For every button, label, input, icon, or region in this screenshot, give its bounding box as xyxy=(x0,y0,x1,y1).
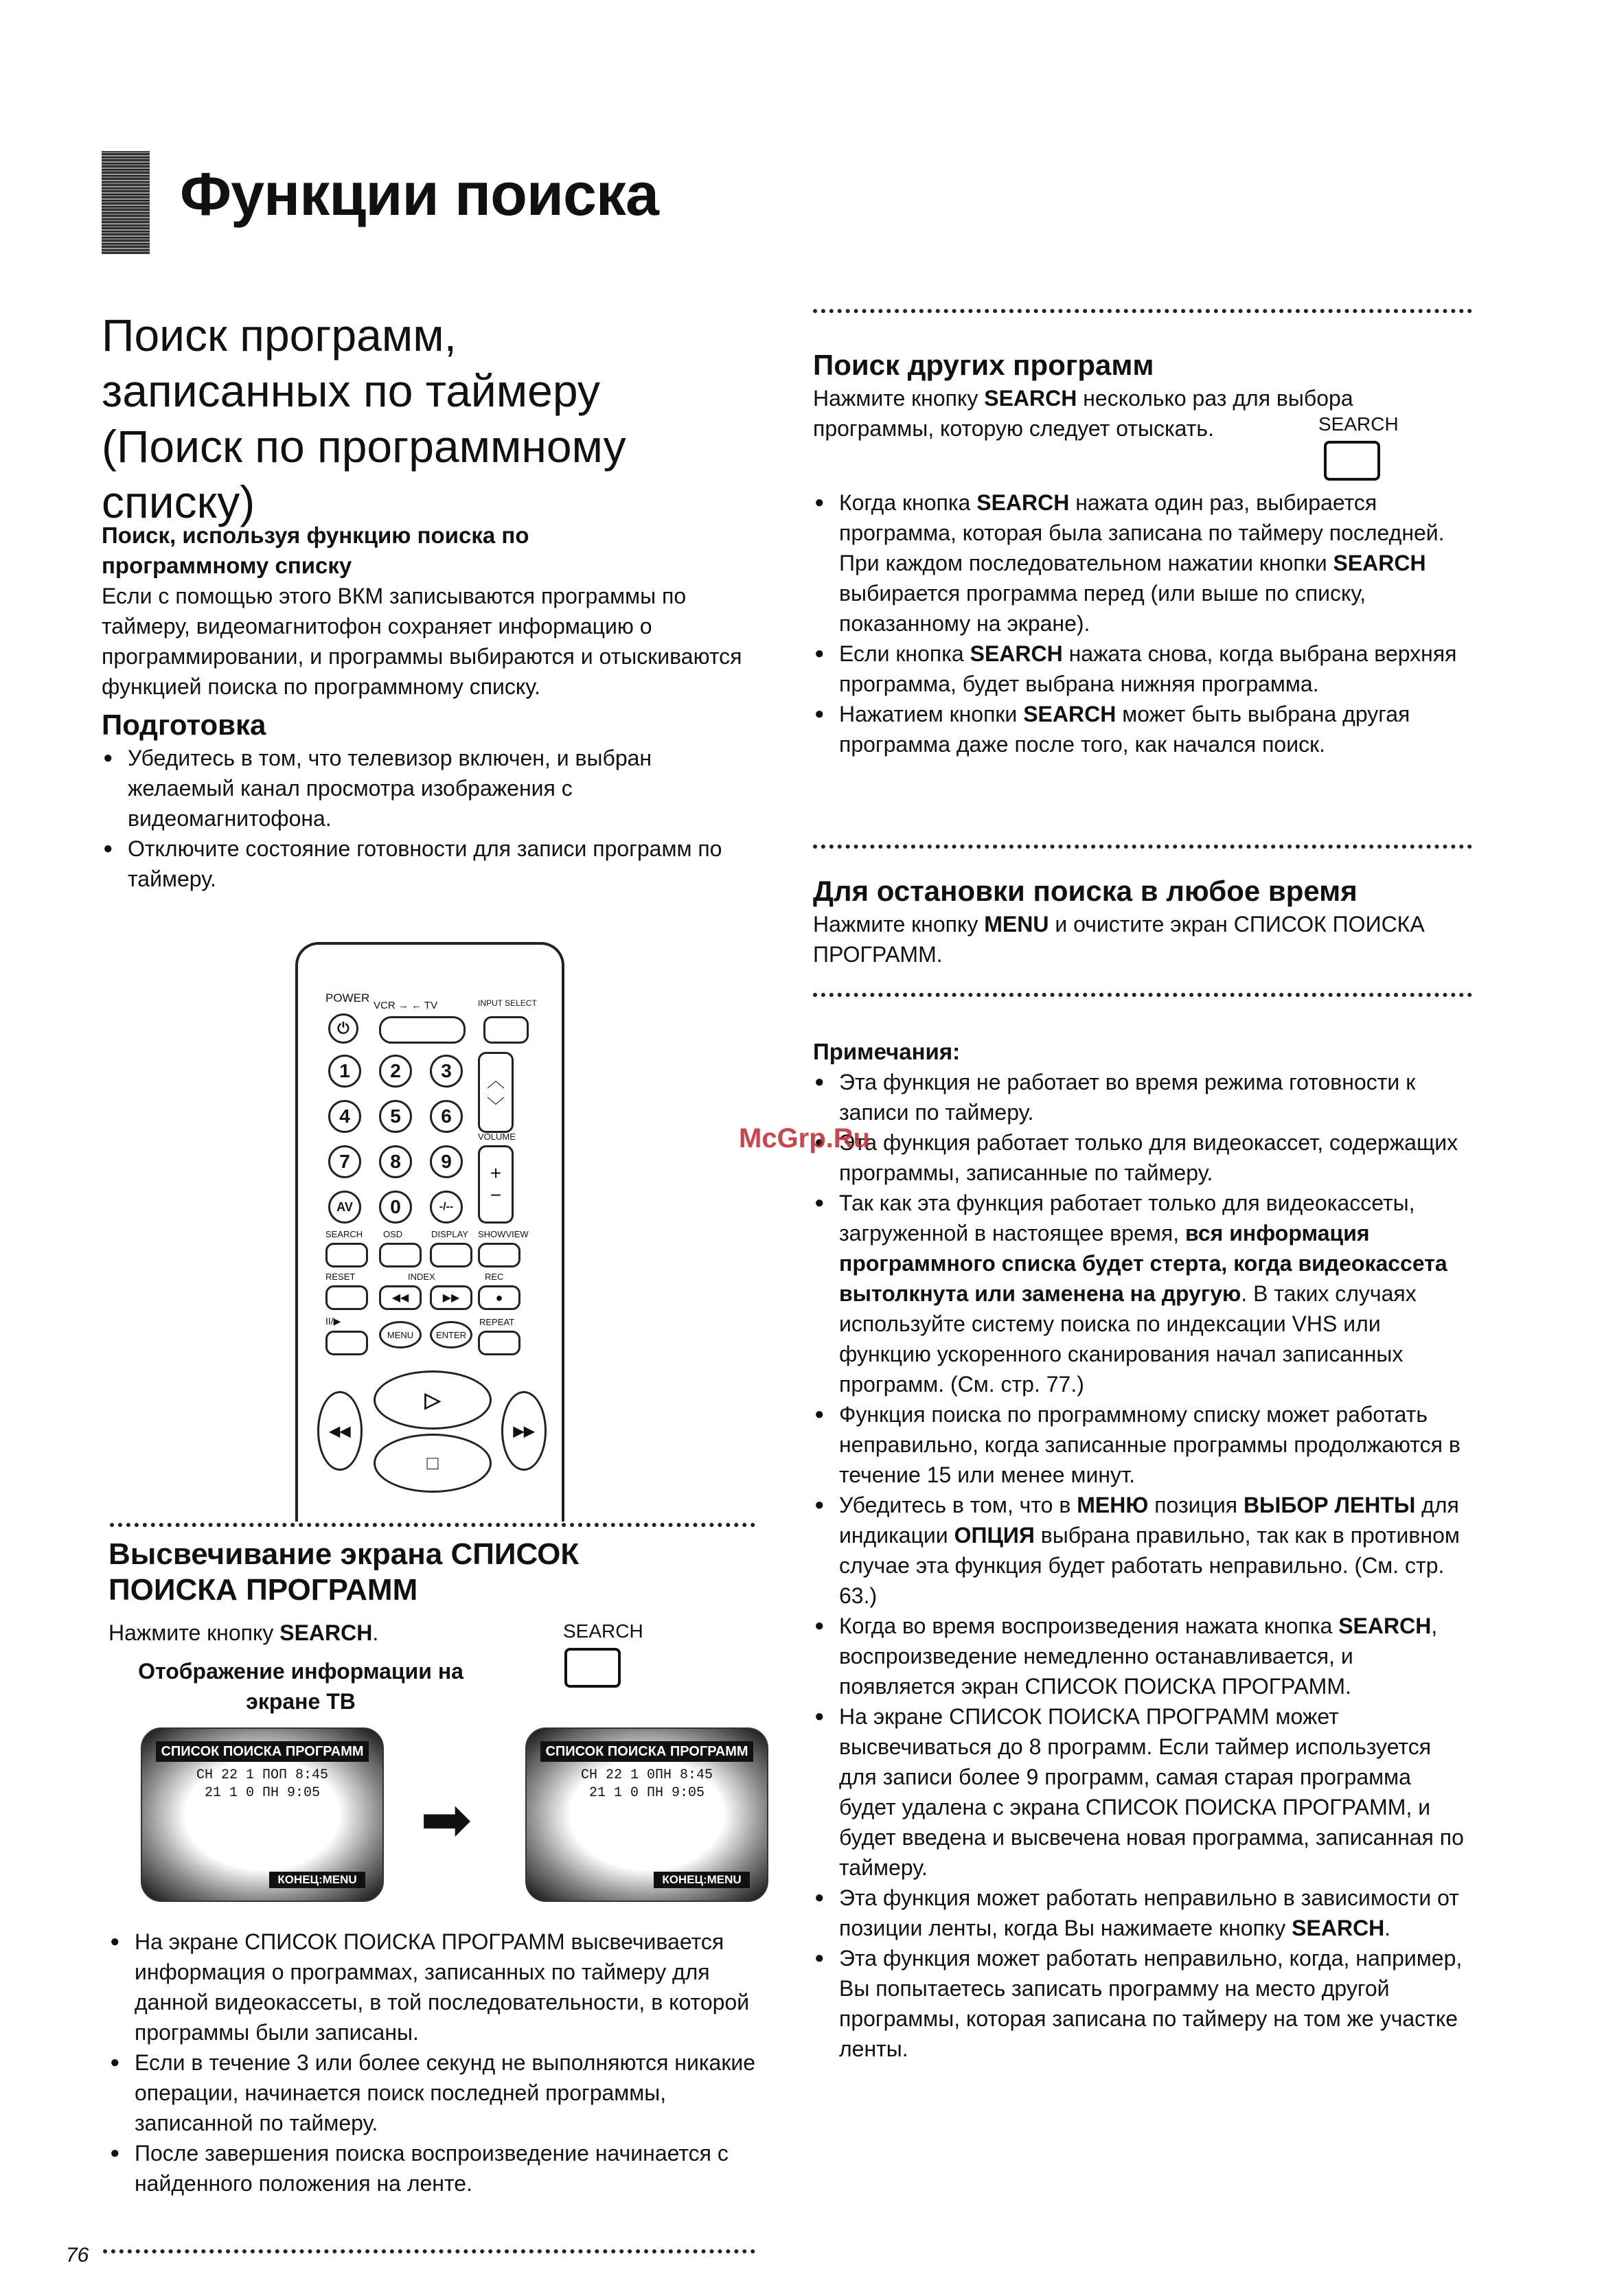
rewind-icon: ◀◀ xyxy=(317,1391,363,1471)
bold-part: МЕНЮ xyxy=(1077,1493,1149,1517)
tv-screen-line: CH 22 1 0ПН 8:45 xyxy=(580,1767,713,1783)
list-item xyxy=(813,1883,1472,1943)
display-heading: Высвечивание экрана СПИСОК ПОИСКА ПРОГРАММ xyxy=(108,1537,580,1607)
tv-screen-end-bar: КОНЕЦ:MENU xyxy=(654,1872,750,1888)
tv-screen-after xyxy=(525,1727,768,1902)
display-list xyxy=(108,1927,761,2199)
tv-screen-line: 21 1 0 ПН 9:05 xyxy=(204,1785,321,1801)
arrow-right-icon: ➡ xyxy=(420,1786,472,1855)
key-name: SEARCH xyxy=(970,641,1063,666)
left-intro-block xyxy=(102,520,761,894)
text-part: Эта функция может работать неправильно в зависимости от позиции ленты, когда Вы нажимаете кнопку xyxy=(839,1885,1459,1940)
press-key: SEARCH xyxy=(279,1620,373,1645)
bold-part: SEARCH xyxy=(1292,1916,1385,1940)
rec-label: REC xyxy=(485,1272,504,1282)
search-key-label: SEARCH xyxy=(563,1620,643,1642)
display-button xyxy=(430,1243,472,1267)
notes-heading: Примечания: xyxy=(813,1039,961,1064)
digit-button: 9 xyxy=(430,1145,463,1178)
row-label: DISPLAY xyxy=(431,1229,468,1239)
section-heading: Поиск программ, записанных по таймеру (Поиск по программному списку) xyxy=(102,310,626,527)
separator xyxy=(813,986,1472,997)
text-part: Так как эта функция работает только для видеокассеты, загруженной в настоящее время, xyxy=(839,1191,1415,1245)
digit-button: 1 xyxy=(328,1055,361,1088)
list-item: ● Если в течение 3 или более секунд не выполняются никакие операции, начинается поиск последней программы, записанной по таймеру. xyxy=(108,2047,761,2138)
page-number: 76 xyxy=(66,2244,89,2266)
digit-button: 7 xyxy=(328,1145,361,1178)
watermark: McGrp.Ru xyxy=(739,1123,871,1153)
bold-part: ВЫБОР ЛЕНТЫ xyxy=(1243,1493,1416,1517)
key-name: SEARCH xyxy=(976,490,1070,515)
text-part: Нажмите кнопку xyxy=(813,912,985,937)
text-part: выбрана правильно, так как в противном случае эта функция будет работать неправильно. (См. стр. 63.) xyxy=(839,1523,1460,1608)
title-marker xyxy=(102,151,150,254)
tv-screen-before xyxy=(141,1727,384,1902)
digit-button: 6 xyxy=(430,1100,463,1133)
other-press-text xyxy=(813,383,1397,444)
list-item xyxy=(813,487,1472,639)
volume-rocker xyxy=(478,1145,514,1224)
separator xyxy=(110,1516,755,1527)
list-item xyxy=(813,699,1472,759)
tv-screen-title: СПИСОК ПОИСКА ПРОГРАММ xyxy=(540,1741,753,1762)
vcr-tv-switch xyxy=(379,1016,466,1044)
text-part: Убедитесь в том, что в xyxy=(839,1493,1077,1517)
index-prev-icon: ◀◀ xyxy=(379,1285,422,1310)
list-item xyxy=(813,1188,1472,1399)
row-label: SHOWVIEW xyxy=(478,1229,529,1239)
digit-button: 0 xyxy=(379,1191,412,1224)
play-icon: ▷ xyxy=(374,1370,492,1430)
digit-button: 2 xyxy=(379,1055,412,1088)
press-prefix: Нажмите кнопку xyxy=(108,1620,280,1645)
list-item: ● Эта функция работает только для видеокассет, содержащих программы, записанные по таймеру. xyxy=(813,1127,1472,1188)
other-heading: Поиск других программ xyxy=(813,349,1154,381)
search-key-icon xyxy=(564,1648,621,1688)
list-item: ● Эта функция может работать неправильно, когда, например, Вы попытаетесь записать программу на место другой программы, которая записана по таймеру на том же участке ленты. xyxy=(813,1943,1472,2064)
tv-screen-line: CH 22 1 ПОП 8:45 xyxy=(196,1767,329,1783)
fast-forward-icon: ▶▶ xyxy=(501,1391,547,1471)
list-item: ● Убедитесь в том, что телевизор включен, и выбран желаемый канал просмотра изображения с видеомагнитофона. xyxy=(102,743,761,834)
text-part: Нажатием кнопки xyxy=(839,702,1024,726)
stop-text xyxy=(813,909,1431,969)
key-name: SEARCH xyxy=(1333,551,1426,575)
notes-list xyxy=(813,1067,1472,2064)
text-part: . xyxy=(1384,1916,1391,1940)
text-part: Когда кнопка xyxy=(839,490,977,515)
input-select-button xyxy=(483,1016,529,1044)
search-button-remote xyxy=(325,1243,368,1267)
index-label: INDEX xyxy=(408,1272,435,1282)
power-label: POWER xyxy=(325,991,370,1004)
text-part: несколько раз для выбора программы, которую следует отыскать. xyxy=(813,386,1353,441)
stop-heading: Для остановки поиска в любое время xyxy=(813,875,1358,907)
text-part: Если кнопка xyxy=(839,641,970,666)
text-part: Нажмите кнопку xyxy=(813,386,985,411)
list-item xyxy=(813,1611,1472,1701)
prep-list xyxy=(102,743,761,894)
slow-button xyxy=(325,1331,368,1355)
showview-button xyxy=(478,1243,520,1267)
other-list xyxy=(813,487,1472,759)
reset-label: RESET xyxy=(325,1272,356,1282)
key-name: SEARCH xyxy=(1023,702,1116,726)
key-name: MENU xyxy=(984,912,1049,937)
repeat-label: REPEAT xyxy=(479,1317,515,1327)
tv-screen-line: 21 1 0 ПН 9:05 xyxy=(588,1785,705,1801)
volume-label: VOLUME xyxy=(478,1132,516,1142)
text-part: нажата снова, когда выбрана верхняя программа, будет выбрана нижняя программа. xyxy=(839,641,1457,696)
rec-icon: ● xyxy=(478,1285,520,1310)
list-item: ● Отключите состояние готовности для записи программ по таймеру. xyxy=(102,834,761,894)
tv-info-label: Отображение информации на экране ТВ xyxy=(138,1659,463,1714)
power-icon: ⏻ xyxy=(328,1013,358,1044)
enter-button: ENTER xyxy=(430,1321,472,1348)
av-button: AV xyxy=(328,1191,361,1224)
press-suffix: . xyxy=(372,1620,379,1645)
minus-icon: − xyxy=(490,1184,502,1206)
digit-button: 3 xyxy=(430,1055,463,1088)
stop-icon: □ xyxy=(374,1434,492,1493)
text-part: Когда во время воспроизведения нажата кнопка xyxy=(839,1614,1339,1638)
tv-screen-title: СПИСОК ПОИСКА ПРОГРАММ xyxy=(156,1741,369,1762)
page-title: Функции поиска xyxy=(180,160,658,228)
list-item: ● На экране СПИСОК ПОИСКА ПРОГРАММ может высвечиваться до 8 программ. Если таймер используется для записи более 9 программ, самая старая программа будет удалена с экрана СПИСОК ПОИСКА ПРОГРАММ, и будет введена и высвечена новая программа, записанная по таймеру. xyxy=(813,1701,1472,1883)
digit-button: 8 xyxy=(379,1145,412,1178)
chevron-down-icon: ﹀ xyxy=(486,1096,505,1116)
search-key-label: SEARCH xyxy=(1318,413,1399,435)
list-item: ● После завершения поиска воспроизведение начинается с найденного положения на ленте. xyxy=(108,2138,761,2199)
list-item xyxy=(813,639,1472,699)
search-key-icon xyxy=(1324,441,1380,481)
row-label: OSD xyxy=(383,1229,403,1239)
plus-icon: + xyxy=(490,1162,502,1184)
digit-button: 5 xyxy=(379,1100,412,1133)
bold-part: ОПЦИЯ xyxy=(954,1523,1035,1548)
text-part: позиция xyxy=(1148,1493,1244,1517)
text-part: для индикации xyxy=(839,1493,1459,1548)
separator xyxy=(813,302,1472,313)
tv-screen-end-bar: КОНЕЦ:MENU xyxy=(269,1872,365,1888)
separator xyxy=(813,838,1472,849)
digit-button: 4 xyxy=(328,1100,361,1133)
input-select-label: INPUT SELECT xyxy=(478,998,537,1008)
vcr-tv-label: VCR → ← TV xyxy=(374,1000,438,1011)
row-label: SEARCH xyxy=(325,1229,363,1239)
list-item: ● Эта функция не работает во время режима готовности к записи по таймеру. xyxy=(813,1067,1472,1127)
osd-button xyxy=(379,1243,422,1267)
slow-label: II/▶ xyxy=(325,1316,341,1327)
remote-control-illustration xyxy=(295,942,564,1522)
stop-block xyxy=(813,873,1472,969)
list-item: ● На экране СПИСОК ПОИСКА ПРОГРАММ высвечивается информация о программах, записанных по таймеру для данной видеокассеты, в той последовательности, в которой программы были записаны. xyxy=(108,1927,761,2047)
repeat-button xyxy=(478,1331,520,1355)
display-press-line xyxy=(108,1618,378,1648)
index-next-icon: ▶▶ xyxy=(430,1285,472,1310)
notes-block xyxy=(813,1037,1472,2064)
separator xyxy=(103,2242,755,2253)
chevron-up-icon: ︿ xyxy=(486,1070,505,1091)
text-part: нажата один раз, выбирается программа, которая была записана по таймеру последней. При каждом последовательном нажатии кнопки xyxy=(839,490,1445,575)
bold-part: вся информация программного списка будет стерта, когда видеокассета вытолкнута или заменена на другую xyxy=(839,1221,1447,1306)
prep-heading: Подготовка xyxy=(102,709,266,741)
dash-button: -/-- xyxy=(430,1191,463,1224)
menu-button-remote: MENU xyxy=(379,1321,422,1348)
subheading: Поиск, используя функцию поиска по программному списку xyxy=(102,523,529,578)
list-item xyxy=(813,1490,1472,1611)
text-part: . В таких случаях используйте систему поиска по индексации VHS или функцию ускоренного сканирования начал записанных программ. (См. стр. 77.) xyxy=(839,1281,1417,1397)
intro-text: Если с помощью этого ВКМ записываются программы по таймеру, видеомагнитофон сохраняет информацию о программировании, и программы выбираются и отыскиваются функцией поиска по программному списку. xyxy=(102,584,742,699)
key-name: SEARCH xyxy=(984,386,1077,411)
bold-part: SEARCH xyxy=(1338,1614,1432,1638)
text-part: может быть выбрана другая программа даже после того, как начался поиск. xyxy=(839,702,1410,757)
text-part: и очистите экран СПИСОК ПОИСКА ПРОГРАММ. xyxy=(813,912,1425,967)
reset-button xyxy=(325,1285,368,1310)
text-part: , воспроизведение немедленно останавливается, и появляется экран СПИСОК ПОИСКА ПРОГРАММ. xyxy=(839,1614,1438,1699)
text-part: выбирается программа перед (или выше по списку, показанному на экране). xyxy=(839,581,1366,636)
list-item: ● Функция поиска по программному списку может работать неправильно, когда записанные программы продолжаются в течение 15 или менее минут. xyxy=(813,1399,1472,1490)
channel-rocker xyxy=(478,1052,514,1133)
